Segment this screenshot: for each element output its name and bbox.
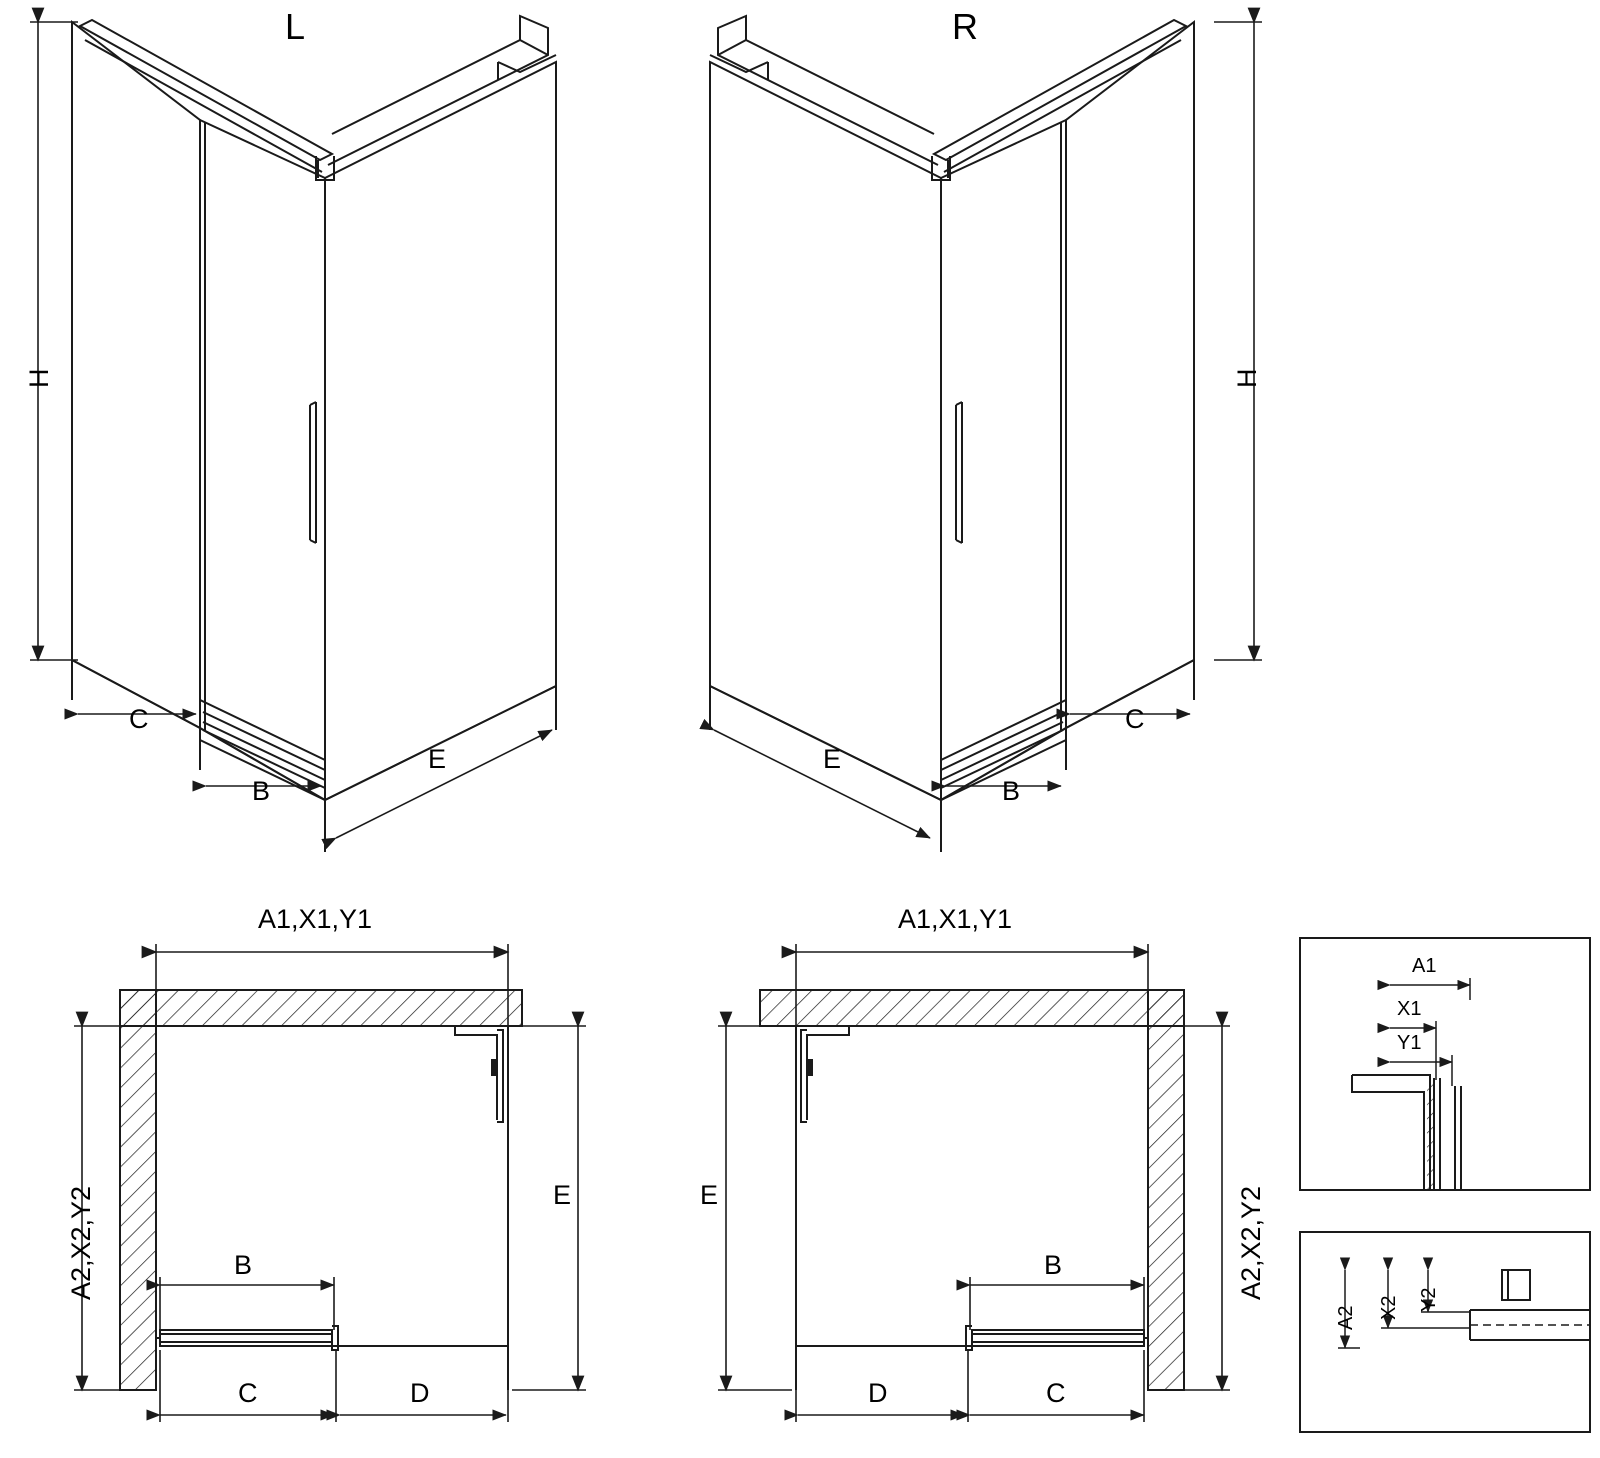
iso-right-dim-c: C xyxy=(1125,704,1145,734)
plan-right-dim-d: D xyxy=(868,1378,888,1408)
iso-right-title: R xyxy=(952,6,978,47)
plan-right-dim-a1x1y1: A1,X1,Y1 xyxy=(898,904,1013,934)
detail-top-dim-x1: X1 xyxy=(1397,998,1422,1020)
plan-right-view xyxy=(718,944,1230,1422)
iso-left-dim-c: C xyxy=(129,704,149,734)
detail-top-view xyxy=(1300,938,1590,1190)
iso-right-dim-b: B xyxy=(1002,776,1021,806)
iso-left-title: L xyxy=(285,6,306,47)
plan-right-dim-b: B xyxy=(1044,1250,1063,1280)
iso-right-dim-e: E xyxy=(823,744,842,774)
plan-right-dim-a2x2y2: A2,X2,Y2 xyxy=(1236,1185,1266,1300)
iso-right-enclosure xyxy=(710,16,1194,852)
plan-left-dim-b: B xyxy=(234,1250,253,1280)
detail-bottom-dim-x2: X2 xyxy=(1378,1295,1400,1320)
detail-bottom-view xyxy=(1300,1232,1590,1432)
detail-top-dim-y1: Y1 xyxy=(1397,1032,1422,1054)
plan-right-dim-e: E xyxy=(700,1180,719,1210)
iso-right-dim-h: H xyxy=(1232,368,1262,388)
plan-left-view xyxy=(74,944,586,1422)
plan-left-dim-c: C xyxy=(238,1378,258,1408)
plan-left-dim-e: E xyxy=(553,1180,572,1210)
iso-left-dim-b: B xyxy=(252,776,271,806)
plan-left-dim-d: D xyxy=(410,1378,430,1408)
iso-left-dim-h: H xyxy=(24,368,54,388)
detail-bottom-dim-y2: Y2 xyxy=(1418,1287,1440,1312)
detail-top-dim-a1: A1 xyxy=(1412,955,1437,977)
plan-left-dim-a2x2y2: A2,X2,Y2 xyxy=(66,1185,96,1300)
plan-right-dim-c: C xyxy=(1046,1378,1066,1408)
iso-right-dimensions xyxy=(714,22,1262,838)
plan-left-dim-a1x1y1: A1,X1,Y1 xyxy=(258,904,373,934)
iso-left-dim-e: E xyxy=(428,744,447,774)
detail-bottom-dim-a2: A2 xyxy=(1335,1305,1357,1330)
